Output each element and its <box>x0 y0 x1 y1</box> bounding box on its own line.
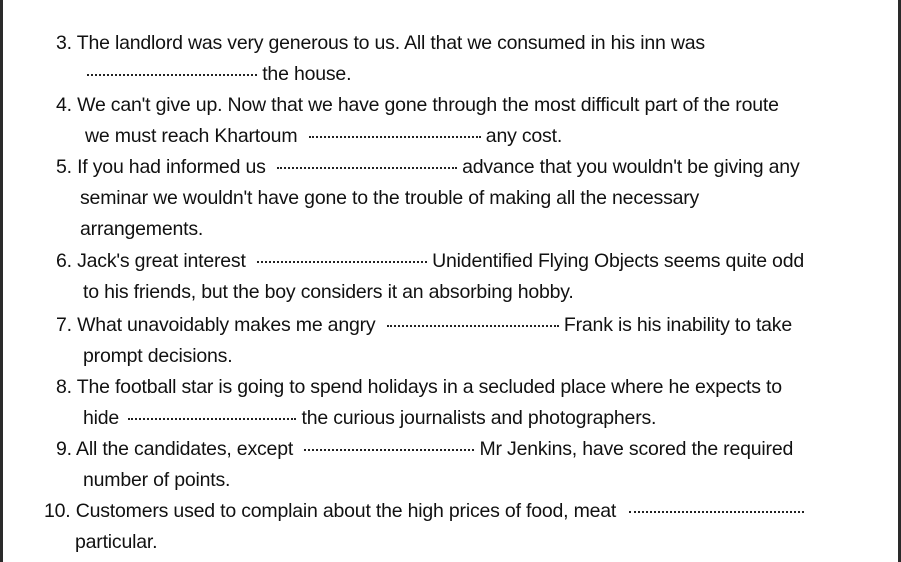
question-4 <box>56 90 779 152</box>
question-7-line-2 <box>56 341 792 372</box>
question-text: the house. <box>262 63 352 85</box>
question-6 <box>56 246 804 308</box>
question-text: Jack's great interest <box>77 250 246 272</box>
question-text: prompt decisions. <box>83 345 233 367</box>
question-text: seminar we wouldn't have gone to the trouble of making all the necessary <box>80 187 700 209</box>
question-7-line-1 <box>56 310 792 341</box>
question-text: If you had informed us <box>77 156 266 178</box>
question-text: Mr Jenkins, have scored the required <box>479 438 794 460</box>
question-text: Frank is his inability to take <box>563 314 793 336</box>
answer-blank[interactable] <box>387 325 559 327</box>
question-text: We can't give up. Now that we have gone through the most difficult part of the route <box>77 94 779 116</box>
question-text: All the candidates, except <box>76 438 294 460</box>
question-number: 6. <box>56 250 72 272</box>
question-9 <box>56 434 793 496</box>
question-10-line-2 <box>44 527 804 558</box>
question-text: particular. <box>75 531 158 553</box>
question-text: Unidentified Flying Objects seems quite odd <box>432 250 804 272</box>
question-5-line-3 <box>56 214 800 245</box>
question-8 <box>56 372 782 434</box>
question-number: 4. <box>56 94 72 116</box>
question-text: arrangements. <box>80 218 204 240</box>
answer-blank[interactable] <box>309 136 481 138</box>
question-number: 8. <box>56 376 72 398</box>
question-8-line-1 <box>56 372 782 403</box>
question-text: we must reach Khartoum <box>85 125 298 147</box>
question-number: 9. <box>56 438 72 460</box>
question-3-line-2 <box>56 59 705 90</box>
question-4-line-2 <box>56 121 779 152</box>
question-4-line-1 <box>56 90 779 121</box>
question-9-line-1 <box>56 434 793 465</box>
answer-blank[interactable] <box>87 74 257 76</box>
page-edge-left <box>0 0 3 562</box>
question-6-line-1 <box>56 246 804 277</box>
question-text: advance that you wouldn't be giving any <box>462 156 800 178</box>
question-text: to his friends, but the boy considers it an absorbing hobby. <box>83 281 574 303</box>
question-10-line-1 <box>44 496 804 527</box>
question-text: hide <box>83 407 120 429</box>
question-text: the curious journalists and photographers. <box>301 407 657 429</box>
answer-blank[interactable] <box>304 449 474 451</box>
question-9-line-2 <box>56 465 793 496</box>
question-5 <box>56 152 800 245</box>
question-10 <box>44 496 804 558</box>
question-3 <box>56 28 705 90</box>
question-7 <box>56 310 792 372</box>
question-text: Customers used to complain about the high prices of food, meat <box>75 500 617 522</box>
question-text: any cost. <box>485 125 563 147</box>
question-6-line-2 <box>56 277 804 308</box>
question-number: 7. <box>56 314 72 336</box>
question-number: 3. <box>56 32 72 54</box>
question-number: 5. <box>56 156 72 178</box>
question-number: 10. <box>44 500 71 522</box>
question-3-line-1 <box>56 28 705 59</box>
question-5-line-2 <box>56 183 800 214</box>
question-5-line-1 <box>56 152 800 183</box>
answer-blank[interactable] <box>629 511 804 513</box>
question-text: The landlord was very generous to us. All that we consumed in his inn was <box>76 32 705 54</box>
answer-blank[interactable] <box>128 418 296 420</box>
question-text: The football star is going to spend holidays in a secluded place where he expects to <box>76 376 782 398</box>
answer-blank[interactable] <box>257 261 427 263</box>
question-8-line-2 <box>56 403 782 434</box>
question-text: What unavoidably makes me angry <box>77 314 376 336</box>
question-text: number of points. <box>83 469 231 491</box>
answer-blank[interactable] <box>277 167 457 169</box>
